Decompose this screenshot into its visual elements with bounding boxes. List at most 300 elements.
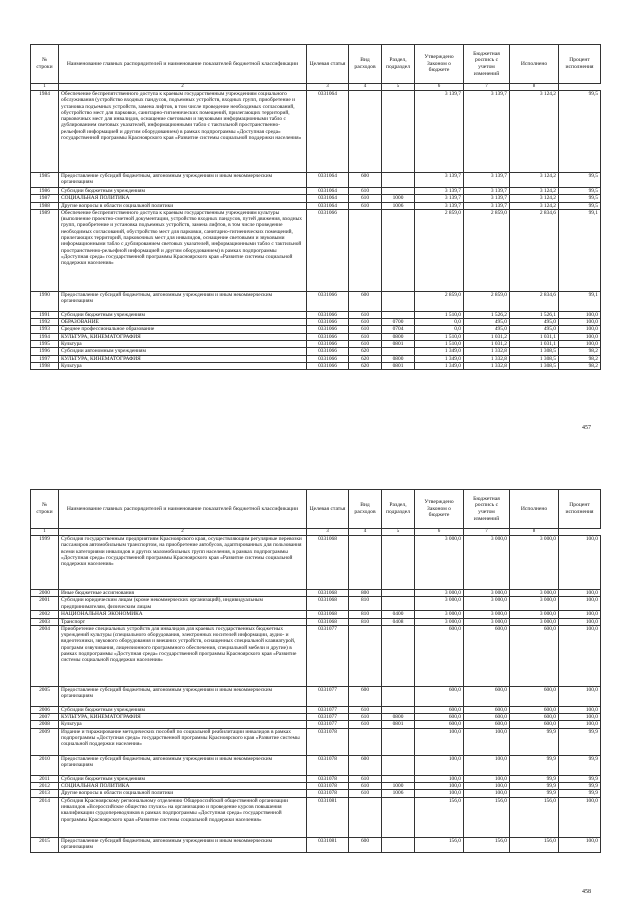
row-approved: 600,0: [415, 706, 464, 713]
row-target-article: 0331066: [307, 348, 349, 355]
col-header-list: Бюджетная роспись с учетом изменений: [464, 45, 510, 84]
table-row: [31, 618, 601, 625]
row-section: [382, 775, 415, 782]
row-budget-list: 600,0: [464, 625, 510, 686]
row-budget-list: 3 139,7: [464, 195, 510, 202]
row-approved: 1 349,0: [415, 355, 464, 362]
row-number: 2002: [31, 611, 59, 618]
row-section: [382, 797, 415, 837]
row-number: 1992: [31, 319, 59, 326]
row-executed: 1 526,1: [510, 311, 559, 318]
col-num: 1: [31, 529, 59, 536]
row-number: 2008: [31, 721, 59, 728]
row-budget-list: 1 332,8: [464, 348, 510, 355]
row-name: Обеспечение беспрепятственного доступа к краевым государственным учреждениям культуры (выполнение проектно-сметной документации, устройство входных пандусов, путей движения, входных групп, приобретение и установка подъемных устройств, замена лифтов, в том числе проведение необходимых согласований, обустройство мест для парковки, санитарно-гигиенических помещений, прилегающих территорий, парковочных мест для инвалидов, оснащение световыми и звуковыми информационными табло с дублированием световых указателей, информационными табло с тактильной пространственно-рельефной информацией и другим оборудованием) в рамках подпрограммы «Доступная среда» государственной программы Красноярского края «Развитие системы социальной поддержки населения»: [59, 209, 307, 291]
row-name: КУЛЬТУРА, КИНЕМАТОГРАФИЯ: [59, 333, 307, 340]
row-section: [382, 209, 415, 291]
row-budget-list: 100,0: [464, 775, 510, 782]
row-budget-list: 100,0: [464, 728, 510, 755]
column-number-row: [31, 529, 601, 536]
row-target-article: 0331078: [307, 755, 349, 775]
row-expense-kind: 610: [349, 311, 382, 318]
row-executed: 156,0: [510, 837, 559, 852]
row-budget-list: 3 000,0: [464, 597, 510, 611]
table-row: [31, 536, 601, 590]
col-header-name: Наименование главных распорядителей и наименование показателей бюджетной классификации: [59, 490, 307, 529]
col-num: 2: [59, 529, 307, 536]
row-target-article: 0331066: [307, 319, 349, 326]
row-section: [382, 348, 415, 355]
row-budget-list: 1 526,2: [464, 311, 510, 318]
table-row: [31, 611, 601, 618]
row-number: 2012: [31, 783, 59, 790]
row-budget-list: 2 859,0: [464, 291, 510, 311]
row-approved: 2 859,0: [415, 291, 464, 311]
row-section: 0800: [382, 355, 415, 362]
row-name: Предоставление субсидий бюджетным, автономным учреждениям и иным некоммерческим организациям: [59, 837, 307, 852]
row-executed: 1 308,5: [510, 362, 559, 369]
row-section: [382, 536, 415, 590]
row-budget-list: 3 000,0: [464, 590, 510, 597]
col-header-exec: Исполнено: [510, 490, 559, 529]
row-name: Субсидии бюджетным учреждениям: [59, 311, 307, 318]
row-executed: 600,0: [510, 625, 559, 686]
table-row: [31, 706, 601, 713]
row-name: ОБРАЗОВАНИЕ: [59, 319, 307, 326]
row-section: 1000: [382, 783, 415, 790]
row-number: 1996: [31, 348, 59, 355]
row-name: Иные бюджетные ассигнования: [59, 590, 307, 597]
row-expense-kind: 610: [349, 721, 382, 728]
row-target-article: 0331078: [307, 783, 349, 790]
row-approved: 600,0: [415, 714, 464, 721]
row-expense-kind: 600: [349, 755, 382, 775]
row-name: НАЦИОНАЛЬНАЯ ЭКОНОМИКА: [59, 611, 307, 618]
row-executed: 3 000,0: [510, 611, 559, 618]
row-approved: 3 139,7: [415, 188, 464, 195]
row-name: Субсидии автономным учреждениям: [59, 348, 307, 355]
row-number: 1990: [31, 291, 59, 311]
table-row: [31, 188, 601, 195]
table-row: [31, 355, 601, 362]
row-approved: 600,0: [415, 721, 464, 728]
row-approved: 3 139,7: [415, 202, 464, 209]
row-target-article: 0331064: [307, 202, 349, 209]
row-expense-kind: 600: [349, 837, 382, 852]
row-executed: 3 124,2: [510, 188, 559, 195]
row-expense-kind: 810: [349, 611, 382, 618]
row-budget-list: 495,0: [464, 326, 510, 333]
row-name: Субсидии бюджетным учреждениям: [59, 706, 307, 713]
row-percent: 99,5: [559, 188, 601, 195]
row-section: 0400: [382, 611, 415, 618]
row-section: [382, 755, 415, 775]
row-expense-kind: 610: [349, 202, 382, 209]
row-percent: 100,0: [559, 341, 601, 348]
row-section: 0801: [382, 362, 415, 369]
table-header-row: [31, 490, 601, 529]
row-executed: 1 308,5: [510, 355, 559, 362]
row-target-article: 0331068: [307, 611, 349, 618]
row-section: 0800: [382, 714, 415, 721]
row-executed: 2 834,6: [510, 291, 559, 311]
row-approved: 1 510,0: [415, 341, 464, 348]
row-expense-kind: [349, 91, 382, 173]
row-approved: 1 510,0: [415, 311, 464, 318]
row-percent: 100,0: [559, 797, 601, 837]
row-number: 2001: [31, 597, 59, 611]
row-percent: 99,9: [559, 783, 601, 790]
row-executed: 99,9: [510, 783, 559, 790]
row-name: СОЦИАЛЬНАЯ ПОЛИТИКА: [59, 783, 307, 790]
row-executed: 3 124,2: [510, 202, 559, 209]
row-budget-list: 3 139,7: [464, 91, 510, 173]
row-expense-kind: 610: [349, 319, 382, 326]
row-expense-kind: 620: [349, 348, 382, 355]
row-executed: 495,0: [510, 326, 559, 333]
row-executed: 600,0: [510, 686, 559, 706]
row-percent: 100,0: [559, 618, 601, 625]
row-percent: 100,0: [559, 611, 601, 618]
table-row: [31, 590, 601, 597]
row-percent: 99,5: [559, 173, 601, 188]
row-expense-kind: 610: [349, 333, 382, 340]
row-number: 2009: [31, 728, 59, 755]
row-percent: 100,0: [559, 597, 601, 611]
row-number: 2014: [31, 797, 59, 837]
row-approved: 3 139,7: [415, 173, 464, 188]
row-budget-list: 3 139,7: [464, 188, 510, 195]
row-target-article: 0331078: [307, 775, 349, 782]
row-expense-kind: [349, 536, 382, 590]
row-executed: 600,0: [510, 714, 559, 721]
row-target-article: 0331068: [307, 618, 349, 625]
row-target-article: 0331077: [307, 686, 349, 706]
row-section: [382, 728, 415, 755]
col-header-no: № строки: [31, 45, 59, 84]
row-expense-kind: 610: [349, 188, 382, 195]
row-budget-list: 1 332,8: [464, 362, 510, 369]
row-approved: 3 139,7: [415, 195, 464, 202]
table-row: [31, 783, 601, 790]
row-percent: 100,0: [559, 590, 601, 597]
row-number: 1999: [31, 536, 59, 590]
row-approved: 100,0: [415, 790, 464, 797]
col-header-target: Целевая статья: [307, 490, 349, 529]
row-budget-list: 100,0: [464, 790, 510, 797]
row-section: [382, 311, 415, 318]
row-target-article: 0331066: [307, 291, 349, 311]
row-number: 2005: [31, 686, 59, 706]
row-section: 0801: [382, 721, 415, 728]
row-target-article: 0331068: [307, 536, 349, 590]
row-number: 1993: [31, 326, 59, 333]
col-header-target: Целевая статья: [307, 45, 349, 84]
row-executed: 2 834,6: [510, 209, 559, 291]
col-header-kind: Вид расходов: [349, 45, 382, 84]
row-name: Другие вопросы в области социальной политики: [59, 790, 307, 797]
col-num: 4: [349, 84, 382, 91]
page-number: 458: [582, 889, 591, 895]
table-row: [31, 755, 601, 775]
col-header-approved: Утверждено Законом о бюджете: [415, 490, 464, 529]
row-approved: 600,0: [415, 686, 464, 706]
row-number: 1994: [31, 333, 59, 340]
row-percent: 100,0: [559, 837, 601, 852]
table-row: [31, 714, 601, 721]
row-name: СОЦИАЛЬНАЯ ПОЛИТИКА: [59, 195, 307, 202]
row-name: Предоставление субсидий бюджетным, автономным учреждениям и иным некоммерческим организациям: [59, 686, 307, 706]
row-section: 1006: [382, 202, 415, 209]
row-executed: 99,9: [510, 728, 559, 755]
col-header-name: Наименование главных распорядителей и наименование показателей бюджетной классификации: [59, 45, 307, 84]
col-header-approved: Утверждено Законом о бюджете: [415, 45, 464, 84]
row-target-article: 0331066: [307, 362, 349, 369]
row-budget-list: 495,0: [464, 319, 510, 326]
row-name: КУЛЬТУРА, КИНЕМАТОГРАФИЯ: [59, 355, 307, 362]
row-expense-kind: 610: [349, 783, 382, 790]
row-executed: 3 124,2: [510, 91, 559, 173]
row-percent: 100,0: [559, 706, 601, 713]
col-num: 4: [349, 529, 382, 536]
row-section: [382, 590, 415, 597]
row-approved: 100,0: [415, 755, 464, 775]
row-target-article: 0331081: [307, 837, 349, 852]
row-executed: 3 000,0: [510, 618, 559, 625]
row-budget-list: 1 332,8: [464, 355, 510, 362]
col-num: 6: [415, 529, 464, 536]
row-executed: 99,9: [510, 790, 559, 797]
budget-table: [30, 44, 601, 370]
row-section: [382, 91, 415, 173]
col-num: 7: [464, 84, 510, 91]
row-approved: 1 510,0: [415, 333, 464, 340]
row-section: [382, 625, 415, 686]
row-number: 2013: [31, 790, 59, 797]
table-row: [31, 326, 601, 333]
row-percent: 100,0: [559, 686, 601, 706]
table-row: [31, 291, 601, 311]
row-budget-list: 1 031,2: [464, 341, 510, 348]
row-executed: 1 308,5: [510, 348, 559, 355]
row-expense-kind: 610: [349, 706, 382, 713]
row-section: [382, 291, 415, 311]
row-executed: 3 124,2: [510, 195, 559, 202]
row-approved: 1 349,0: [415, 362, 464, 369]
row-budget-list: 3 139,7: [464, 202, 510, 209]
col-header-section: Раздел, подраздел: [382, 490, 415, 529]
row-target-article: 0331077: [307, 706, 349, 713]
row-approved: 156,0: [415, 797, 464, 837]
row-expense-kind: 610: [349, 775, 382, 782]
row-expense-kind: [349, 625, 382, 686]
row-percent: 99,9: [559, 755, 601, 775]
row-expense-kind: 610: [349, 326, 382, 333]
row-expense-kind: 600: [349, 291, 382, 311]
row-name: Культура: [59, 721, 307, 728]
row-name: Обеспечение беспрепятственного доступа к краевым государственным учреждениям социального обслуживания (устройство входных пандусов, подъемных устройств, входных групп, приобретение и установка подъемных устройств, замена лифтов, в том числе проведение необходимых согласований, обустройство мест для парковки, санитарно-гигиенических помещений, прилегающих территорий, парковочных мест для инвалидов, оснащение световыми и звуковыми информационными табло с дублированием световых указателей, информационными табло с тактильной пространственно-рельефной информацией и другим оборудованием) в рамках подпрограммы «Доступная среда» государственной программы Красноярского края «Развитие системы социальной поддержки населения»: [59, 91, 307, 173]
row-budget-list: 1 031,2: [464, 333, 510, 340]
page-number: 457: [582, 425, 591, 431]
table-row: [31, 319, 601, 326]
row-section: [382, 686, 415, 706]
row-name: Приобретение специальных устройств для инвалидов для краевых государственных бюджетных учреждений культуры (специального оборудования, электронных носителей информации, аудио- и видеотехники, звукового оборудования и внешних устройств, оснащенных специальной клавиатурой, программ озвучивания, лицензионного программного обеспечения, специальной мебели и другие) в рамках подпрограммы «Доступная среда» государственной программы Красноярского края «Развитие системы социальной поддержки населения»: [59, 625, 307, 686]
row-target-article: 0331077: [307, 625, 349, 686]
row-number: 2011: [31, 775, 59, 782]
row-budget-list: 3 000,0: [464, 536, 510, 590]
row-number: 2004: [31, 625, 59, 686]
table-row: [31, 209, 601, 291]
row-budget-list: 3 000,0: [464, 618, 510, 625]
row-executed: 99,9: [510, 775, 559, 782]
row-number: 1986: [31, 188, 59, 195]
row-percent: 100,0: [559, 721, 601, 728]
row-number: 1998: [31, 362, 59, 369]
row-name: Субсидии бюджетным учреждениям: [59, 775, 307, 782]
row-section: [382, 837, 415, 852]
table-row: [31, 362, 601, 369]
row-approved: 1 349,0: [415, 348, 464, 355]
row-executed: 3 124,2: [510, 173, 559, 188]
row-section: 0800: [382, 333, 415, 340]
row-approved: 2 859,0: [415, 209, 464, 291]
col-header-pct: Процент исполнения: [559, 45, 601, 84]
row-percent: 99,9: [559, 790, 601, 797]
row-name: Другие вопросы в области социальной политики: [59, 202, 307, 209]
row-name: Субсидия Красноярскому региональному отделению Общероссийской общественной организации инвалидов «Всероссийское общество глухих» на организацию и проведение курсов повышения квалификации сурдопереводчиков в рамках подпрограммы «Доступная среда» государственной программы Красноярского края «Развитие системы социальной поддержки населения»: [59, 797, 307, 837]
row-executed: 3 000,0: [510, 536, 559, 590]
row-approved: 100,0: [415, 775, 464, 782]
row-name: Транспорт: [59, 618, 307, 625]
table-row: [31, 91, 601, 173]
row-percent: 99,9: [559, 728, 601, 755]
row-approved: 3 000,0: [415, 618, 464, 625]
row-section: 0704: [382, 326, 415, 333]
row-budget-list: 3 139,7: [464, 173, 510, 188]
row-expense-kind: 620: [349, 362, 382, 369]
row-percent: 99,9: [559, 775, 601, 782]
table-row: [31, 797, 601, 837]
col-num: 2: [59, 84, 307, 91]
row-approved: 3 000,0: [415, 611, 464, 618]
table-header-row: [31, 45, 601, 84]
row-name: Субсидии бюджетным учреждениям: [59, 188, 307, 195]
row-approved: 3 000,0: [415, 590, 464, 597]
row-approved: 0,0: [415, 326, 464, 333]
col-header-pct: Процент исполнения: [559, 490, 601, 529]
row-name: Предоставление субсидий бюджетным, автономным учреждениям и иным некоммерческим организациям: [59, 291, 307, 311]
row-executed: 3 000,0: [510, 590, 559, 597]
table-row: [31, 728, 601, 755]
table-row: [31, 173, 601, 188]
table-row: [31, 790, 601, 797]
row-percent: 100,0: [559, 714, 601, 721]
row-target-article: 0331068: [307, 597, 349, 611]
row-approved: 100,0: [415, 783, 464, 790]
row-section: 1006: [382, 790, 415, 797]
row-percent: 99,5: [559, 195, 601, 202]
row-percent: 100,0: [559, 333, 601, 340]
row-percent: 99,1: [559, 209, 601, 291]
table-row: [31, 597, 601, 611]
row-executed: 156,0: [510, 797, 559, 837]
row-expense-kind: 610: [349, 195, 382, 202]
row-target-article: 0331066: [307, 326, 349, 333]
row-section: 0700: [382, 319, 415, 326]
row-number: 1991: [31, 311, 59, 318]
row-approved: 3 000,0: [415, 597, 464, 611]
row-expense-kind: 600: [349, 173, 382, 188]
row-name: Культура: [59, 341, 307, 348]
column-number-row: [31, 84, 601, 91]
col-num: 1: [31, 84, 59, 91]
row-expense-kind: 610: [349, 341, 382, 348]
row-percent: 100,0: [559, 326, 601, 333]
col-header-kind: Вид расходов: [349, 490, 382, 529]
row-number: 2006: [31, 706, 59, 713]
budget-table: [30, 489, 601, 853]
row-executed: 1 031,1: [510, 341, 559, 348]
col-header-no: № строки: [31, 490, 59, 529]
row-section: [382, 173, 415, 188]
table-row: [31, 311, 601, 318]
row-section: 0408: [382, 618, 415, 625]
row-percent: 100,0: [559, 311, 601, 318]
row-executed: 3 000,0: [510, 597, 559, 611]
row-target-article: 0331066: [307, 311, 349, 318]
row-name: Среднее профессиональное образование: [59, 326, 307, 333]
row-target-article: 0331064: [307, 195, 349, 202]
row-expense-kind: [349, 209, 382, 291]
row-expense-kind: 810: [349, 597, 382, 611]
row-target-article: 0331064: [307, 91, 349, 173]
col-num: 3: [307, 84, 349, 91]
row-expense-kind: 620: [349, 355, 382, 362]
row-number: 1987: [31, 195, 59, 202]
col-num: 5: [382, 84, 415, 91]
row-budget-list: 156,0: [464, 837, 510, 852]
row-number: 2000: [31, 590, 59, 597]
row-number: 2003: [31, 618, 59, 625]
row-target-article: 0331081: [307, 797, 349, 837]
row-expense-kind: 610: [349, 714, 382, 721]
row-budget-list: 100,0: [464, 783, 510, 790]
row-budget-list: 600,0: [464, 686, 510, 706]
row-section: [382, 706, 415, 713]
col-header-section: Раздел, подраздел: [382, 45, 415, 84]
row-number: 1984: [31, 91, 59, 173]
table-row: [31, 775, 601, 782]
row-target-article: 0331064: [307, 188, 349, 195]
row-approved: 600,0: [415, 625, 464, 686]
row-target-article: 0331078: [307, 728, 349, 755]
row-target-article: 0331066: [307, 355, 349, 362]
row-number: 2015: [31, 837, 59, 852]
row-section: [382, 597, 415, 611]
row-budget-list: 600,0: [464, 721, 510, 728]
row-section: [382, 188, 415, 195]
row-expense-kind: 600: [349, 686, 382, 706]
row-budget-list: 156,0: [464, 797, 510, 837]
row-target-article: 0331064: [307, 173, 349, 188]
row-number: 1997: [31, 355, 59, 362]
row-percent: 98,2: [559, 348, 601, 355]
row-name: Предоставление субсидий бюджетным, автономным учреждениям и иным некоммерческим организациям: [59, 173, 307, 188]
row-target-article: 0331077: [307, 721, 349, 728]
row-budget-list: 100,0: [464, 755, 510, 775]
col-header-list: Бюджетная роспись с учетом изменений: [464, 490, 510, 529]
row-approved: 3 000,0: [415, 536, 464, 590]
